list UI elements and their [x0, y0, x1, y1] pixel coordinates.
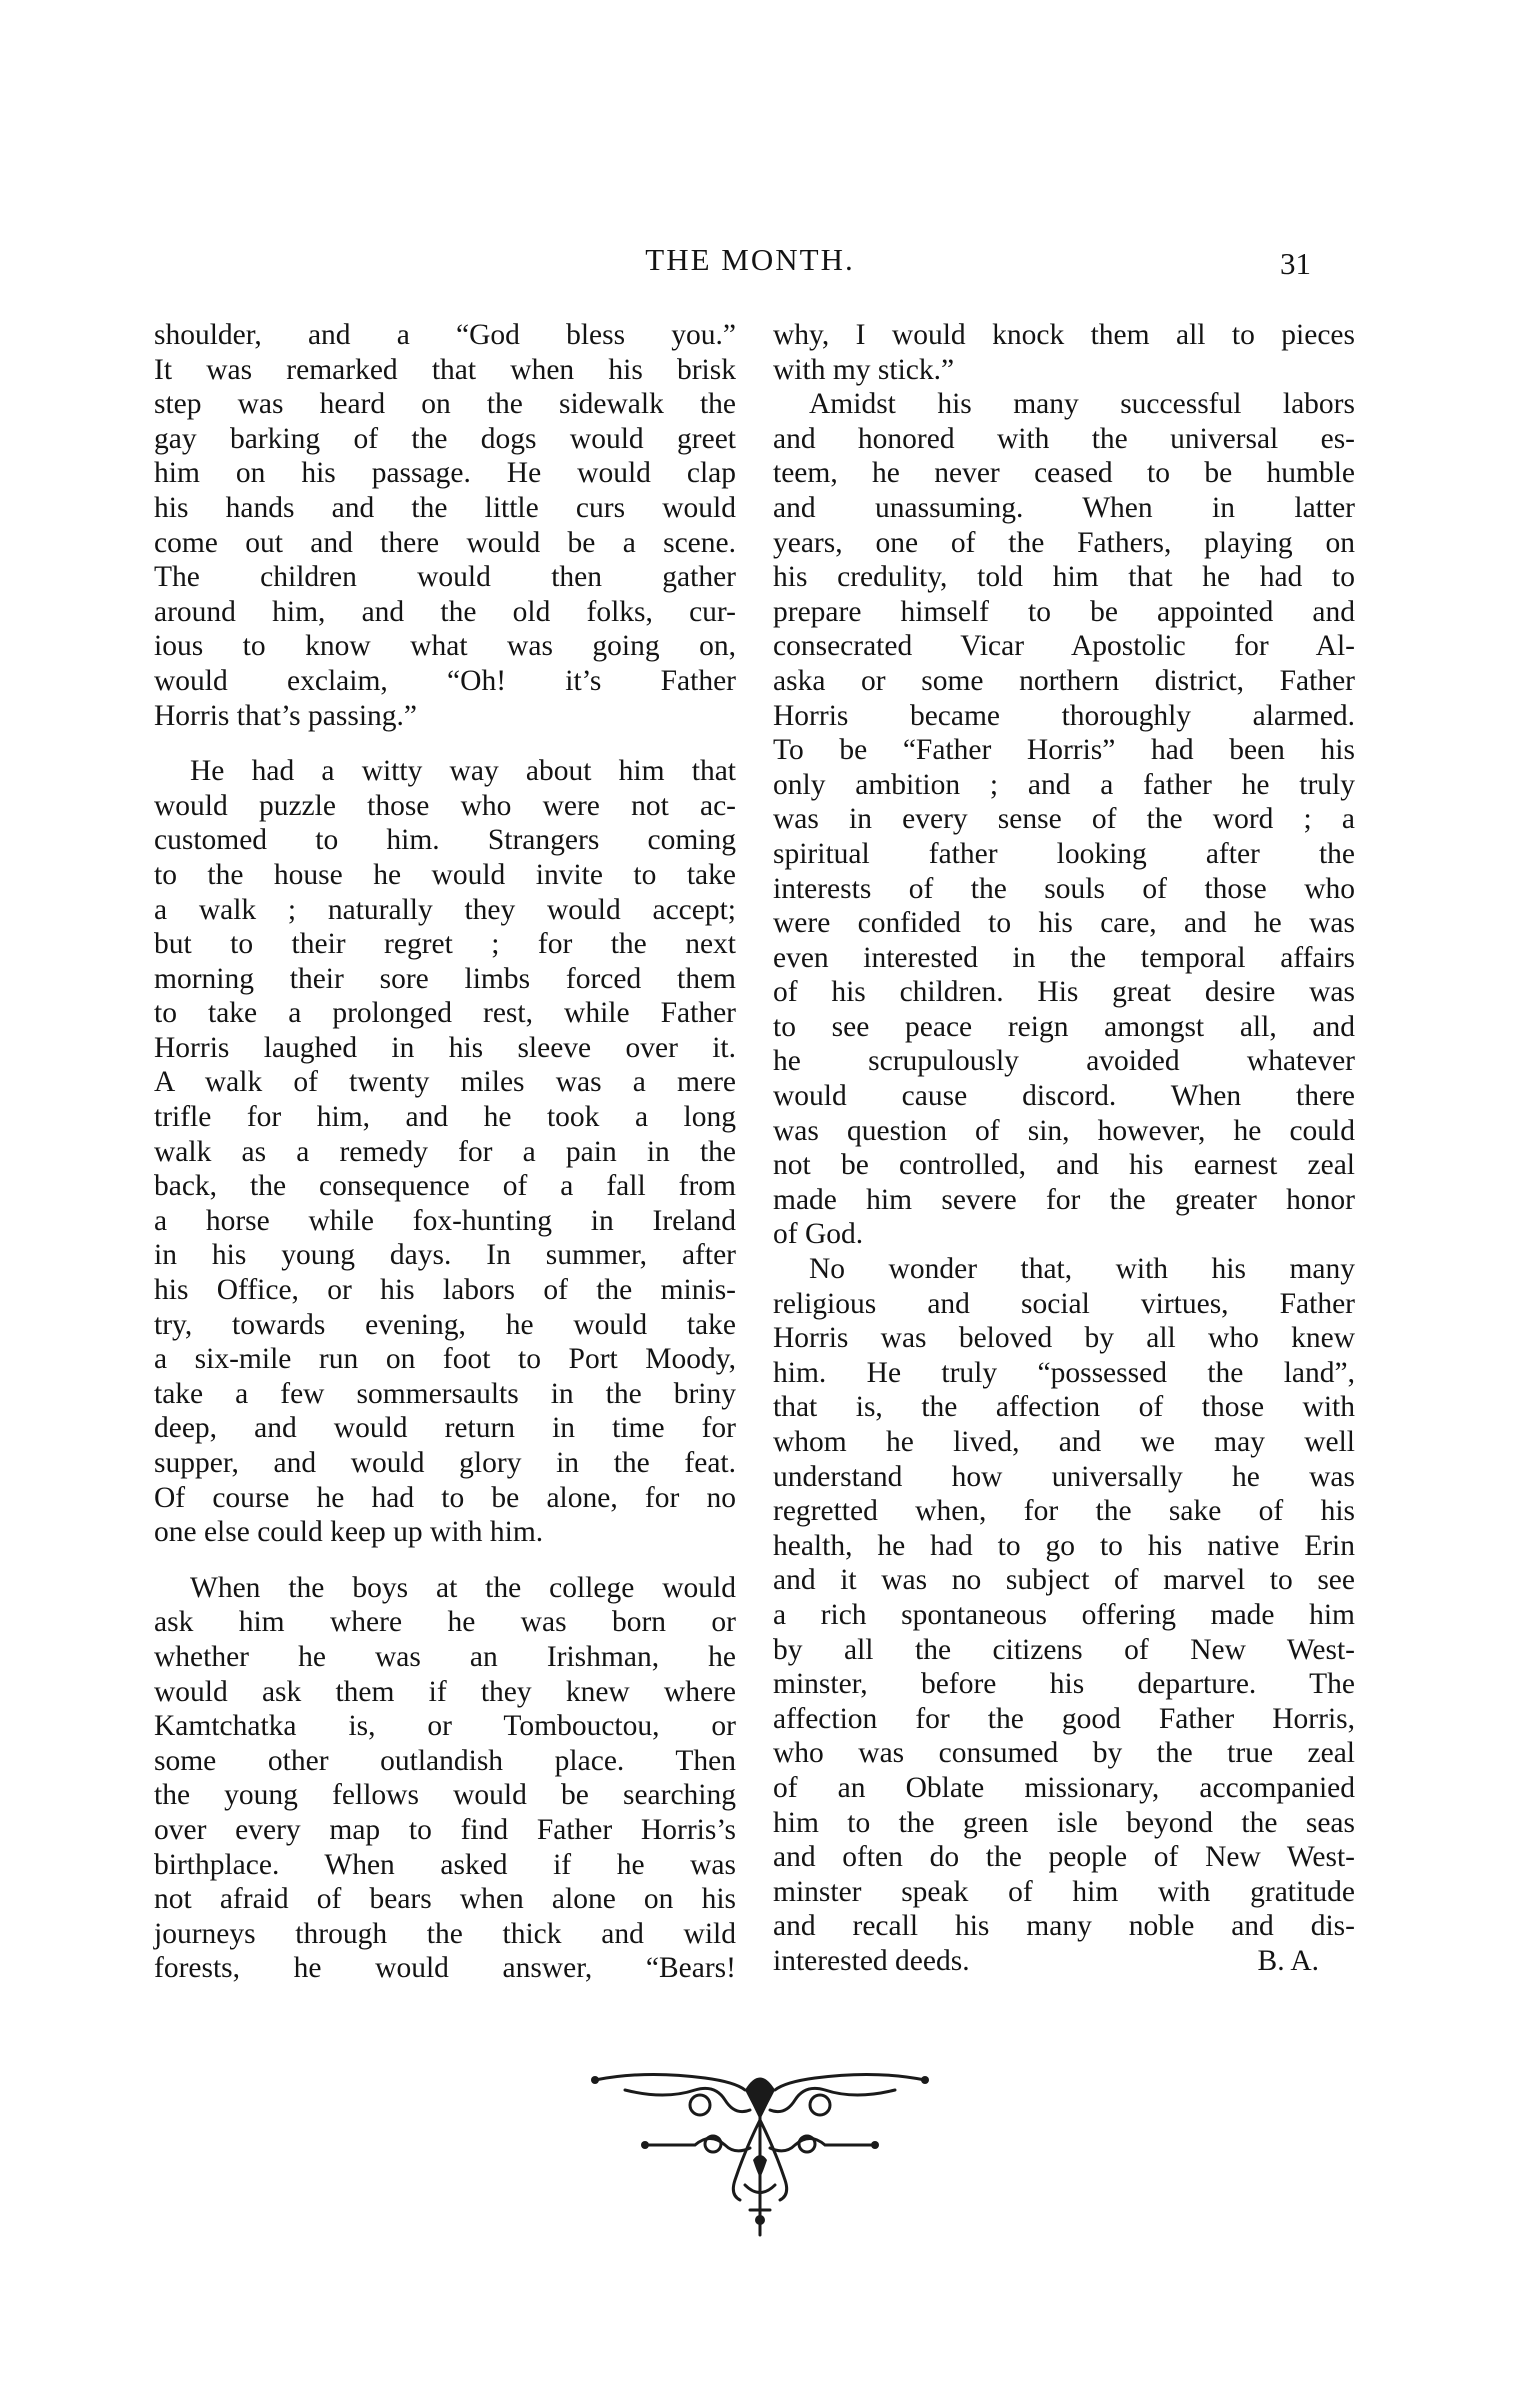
text-line: customed to him. Strangers coming	[154, 824, 736, 857]
page-number: 31	[1280, 246, 1311, 281]
text-line: of God.	[773, 1218, 864, 1251]
text-line: regretted when, for the sake of his	[773, 1495, 1355, 1528]
text-line: Amidst his many successful labors	[809, 388, 1355, 421]
text-line: Horris became thoroughly alarmed.	[773, 699, 1355, 732]
text-line: a walk ; naturally they would accept;	[154, 893, 736, 926]
text-line: Horris was beloved by all who knew	[773, 1322, 1355, 1355]
decorative-tailpiece-icon	[585, 2060, 935, 2240]
text-line: him. He truly “possessed the land”,	[773, 1356, 1355, 1389]
text-line: of his children. His great desire was	[773, 976, 1355, 1009]
text-line: health, he had to go to his native Erin	[773, 1529, 1355, 1562]
text-line: affection for the good Father Horris,	[773, 1702, 1355, 1735]
text-line: and honored with the universal es-	[773, 422, 1355, 455]
text-line: back, the consequence of a fall from	[154, 1170, 736, 1203]
text-line: his credulity, told him that he had to	[773, 561, 1355, 594]
page-header	[150, 242, 1350, 286]
author-signature: B. A.	[1257, 1944, 1319, 1977]
text-line: minster speak of him with gratitude	[773, 1875, 1355, 1908]
text-line: was in every sense of the word ; a	[773, 803, 1355, 836]
text-line: ask him where he was born or	[154, 1606, 736, 1639]
text-line: minster, before his departure. The	[773, 1668, 1355, 1701]
text-line: A walk of twenty miles was a mere	[154, 1066, 736, 1099]
text-line: but to their regret ; for the next	[154, 928, 736, 961]
text-line: was question of sin, however, he could	[773, 1114, 1355, 1147]
text-line: Horris laughed in his sleeve over it.	[154, 1031, 736, 1064]
text-line: supper, and would glory in the feat.	[154, 1447, 736, 1479]
text-line: gay barking of the dogs would greet	[154, 422, 736, 455]
text-line: whom he lived, and we may well	[773, 1426, 1355, 1458]
text-line: a six-mile run on foot to Port Moody,	[154, 1343, 736, 1376]
text-line: and often do the people of New West-	[773, 1841, 1355, 1874]
text-line: Of course he had to be alone, for no	[154, 1481, 736, 1514]
text-line: birthplace. When asked if he was	[154, 1848, 736, 1881]
running-title: THE MONTH.	[645, 242, 855, 277]
text-line: journeys through the thick and wild	[154, 1917, 736, 1950]
text-line: religious and social virtues, Father	[773, 1287, 1355, 1320]
text-line: not afraid of bears when alone on his	[154, 1883, 736, 1916]
text-line: with my stick.”	[773, 353, 955, 386]
text-line: a rich spontaneous offering made him	[773, 1598, 1355, 1631]
text-line: and recall his many noble and dis-	[773, 1910, 1355, 1943]
text-line: shoulder, and a “God bless you.”	[154, 319, 736, 351]
text-line: spiritual father looking after the	[773, 837, 1355, 870]
text-line: were confided to his care, and he was	[773, 907, 1355, 940]
text-line: he scrupulously avoided whatever	[773, 1045, 1355, 1078]
text-line: step was heard on the sidewalk the	[154, 388, 736, 421]
text-line: made him severe for the greater honor	[773, 1183, 1355, 1216]
text-line: trifle for him, and he took a long	[154, 1101, 736, 1134]
text-line: would ask them if they knew where	[154, 1675, 736, 1708]
left-column	[154, 318, 736, 1986]
text-line: aska or some northern district, Father	[773, 664, 1355, 697]
text-line: one else could keep up with him.	[154, 1516, 544, 1549]
text-line: consecrated Vicar Apostolic for Al-	[773, 630, 1355, 663]
text-line: a horse while fox-hunting in Ireland	[154, 1204, 736, 1237]
text-line: Kamtchatka is, or Tombouctou, or	[154, 1710, 736, 1743]
text-line: only ambition ; and a father he truly	[773, 768, 1355, 801]
right-column	[773, 318, 1355, 1979]
text-line: would exclaim, “Oh! it’s Father	[154, 664, 736, 697]
text-line: morning their sore limbs forced them	[154, 962, 736, 995]
text-line: prepare himself to be appointed and	[773, 595, 1355, 628]
text-line: to see peace reign amongst all, and	[773, 1010, 1355, 1043]
text-line: try, towards evening, he would take	[154, 1308, 736, 1341]
closing-text: interested deeds.	[773, 1944, 970, 1977]
text-line: over every map to find Father Horris’s	[154, 1813, 736, 1846]
text-line: in his young days. In summer, after	[154, 1239, 736, 1272]
text-line: of an Oblate missionary, accompanied	[773, 1771, 1355, 1804]
text-line: to take a prolonged rest, while Father	[154, 997, 736, 1030]
text-line: around him, and the old folks, cur-	[154, 595, 736, 628]
text-line: forests, he would answer, “Bears!	[154, 1952, 736, 1985]
text-line: ious to know what was going on,	[154, 630, 736, 663]
text-line: take a few sommersaults in the briny	[154, 1377, 736, 1410]
text-line: that is, the affection of those with	[773, 1391, 1355, 1424]
text-line: understand how universally he was	[773, 1460, 1355, 1493]
text-line: him on his passage. He would clap	[154, 457, 736, 490]
text-line: some other outlandish place. Then	[154, 1744, 736, 1777]
text-line: why, I would knock them all to pieces	[773, 319, 1355, 351]
text-line: him to the green isle beyond the seas	[773, 1806, 1355, 1839]
text-line: years, one of the Fathers, playing on	[773, 526, 1355, 559]
text-line: his hands and the little curs would	[154, 491, 736, 524]
text-line: come out and there would be a scene.	[154, 526, 736, 559]
text-line: deep, and would return in time for	[154, 1412, 736, 1445]
text-line: would cause discord. When there	[773, 1080, 1355, 1113]
text-line: Horris that’s passing.”	[154, 699, 418, 732]
text-line: even interested in the temporal affairs	[773, 941, 1355, 974]
text-line: walk as a remedy for a pain in the	[154, 1135, 736, 1168]
text-line: No wonder that, with his many	[809, 1253, 1355, 1286]
text-line: by all the citizens of New West-	[773, 1633, 1355, 1666]
text-line: his Office, or his labors of the minis-	[154, 1274, 736, 1307]
text-line: and unassuming. When in latter	[773, 491, 1355, 524]
text-line: teem, he never ceased to be humble	[773, 457, 1355, 490]
text-line: who was consumed by the true zeal	[773, 1737, 1355, 1770]
text-line: interests of the souls of those who	[773, 872, 1355, 905]
text-line: It was remarked that when his brisk	[154, 353, 736, 386]
closing-line	[773, 1944, 1355, 1979]
text-line: When the boys at the college would	[190, 1571, 736, 1604]
text-line: whether he was an Irishman, he	[154, 1640, 736, 1673]
text-line: and it was no subject of marvel to see	[773, 1564, 1355, 1597]
text-line: He had a witty way about him that	[190, 755, 736, 788]
text-line: the young fellows would be searching	[154, 1779, 736, 1812]
text-line: not be controlled, and his earnest zeal	[773, 1149, 1355, 1182]
text-line: To be “Father Horris” had been his	[773, 734, 1355, 767]
text-line: The children would then gather	[154, 561, 736, 594]
text-line: would puzzle those who were not ac-	[154, 789, 736, 822]
text-line: to the house he would invite to take	[154, 858, 736, 891]
